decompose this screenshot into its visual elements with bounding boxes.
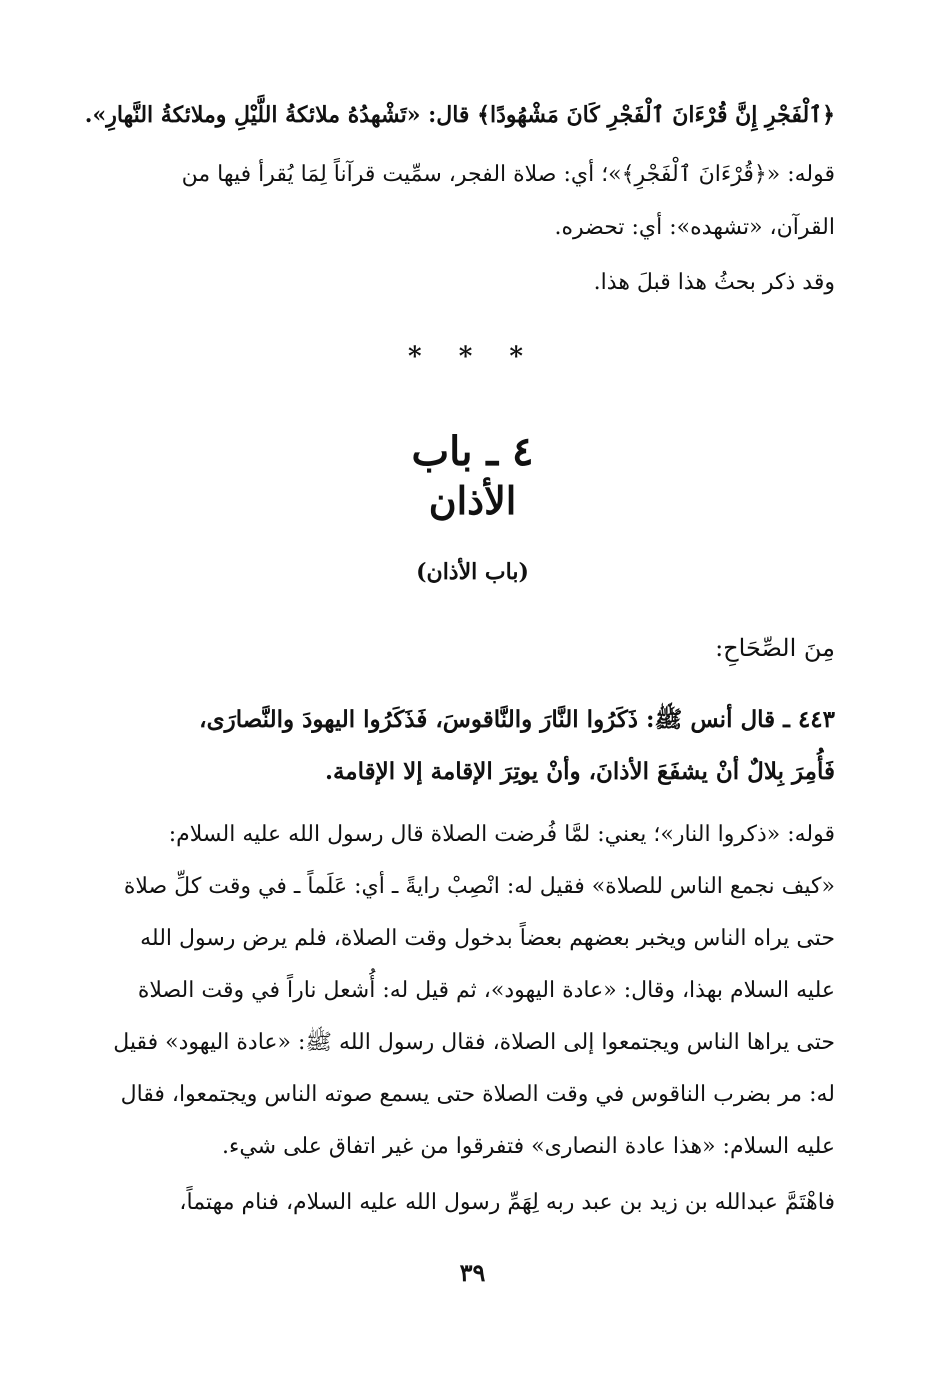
hadith-line-2: فَأُمِرَ بِلالٌ أنْ يشفَعَ الأذانَ، وأنْ يوتِرَ الإقامة إلا الإقامة. [324,758,835,785]
commentary-line-2: «كيف نجمع الناس للصلاة» فقيل له: انْصِبْ رايةً ـ أي: عَلَماً ـ في وقت كلِّ صلاة [123,874,835,899]
page-number: ٣٩ [459,1258,486,1287]
commentary-line-8: فاهْتَمَّ عبدالله بن زيد بن عبد ربه لِهَمِّ رسول الله عليه السلام، فنام مهتماً، [179,1190,835,1215]
commentary-line-4: عليه السلام بهذا، وقال: «عادة اليهود»، ثم قيل له: أُشعل ناراً في وقت الصلاة [137,978,835,1003]
commentary-line-6: له: مر بضرب الناقوس في وقت الصلاة حتى يسمع صوته الناس ويجتمعوا، فقال [120,1082,835,1107]
text-line-4: وقد ذكر بحثُ هذا قبلَ هذا. [593,270,835,295]
hadith-line-1: ٤٤٣ ـ قال أنس ﷺ: ذَكَرُوا النَّارَ والنَّاقوسَ، فَذَكَرُوا اليهودَ والنَّصارَى، [199,706,835,733]
commentary-line-3: حتى يراه الناس ويخبر بعضهم بعضاً بدخول وقت الصلاة، فلم يرض رسول الله [140,926,835,951]
chapter-number: ٤ ـ باب [411,428,534,475]
section-heading: مِنَ الصِّحَاحِ: [715,634,835,662]
commentary-line-1: قوله: «ذكروا النار»؛ يعني: لمَّا فُرضت الصلاة قال رسول الله عليه السلام: [168,822,835,847]
text-line-2: قوله: «﴿قُرْءَانَ ٱلْفَجْرِ﴾»؛ أي: صلاة الفجر، سمِّيت قرآناً لِمَا يُقرأ فيها من [181,162,835,187]
separator-stars: * * * [408,342,537,372]
text-line-3: القرآن، «تشهده»: أي: تحضره. [554,215,835,240]
text-line-1: ﴿ٱلْفَجْرِ إِنَّ قُرْءَانَ ٱلْفَجْرِ كَانَ مَشْهُودًا﴾ قال: «تَشْهدُهُ ملائكةُ اللَّيْلِ وملائكةُ النَّهارِ». [84,102,835,128]
commentary-line-5: حتى يراها الناس ويجتمعوا إلى الصلاة، فقال رسول الله ﷺ: «عادة اليهود» فقيل [113,1030,835,1055]
commentary-line-7: عليه السلام: «هذا عادة النصارى» فتفرقوا من غير اتفاق على شيء. [221,1134,835,1159]
chapter-subtitle: (باب الأذان) [416,559,529,585]
document-page [84,0,835,1379]
chapter-title: الأذان [428,478,517,523]
